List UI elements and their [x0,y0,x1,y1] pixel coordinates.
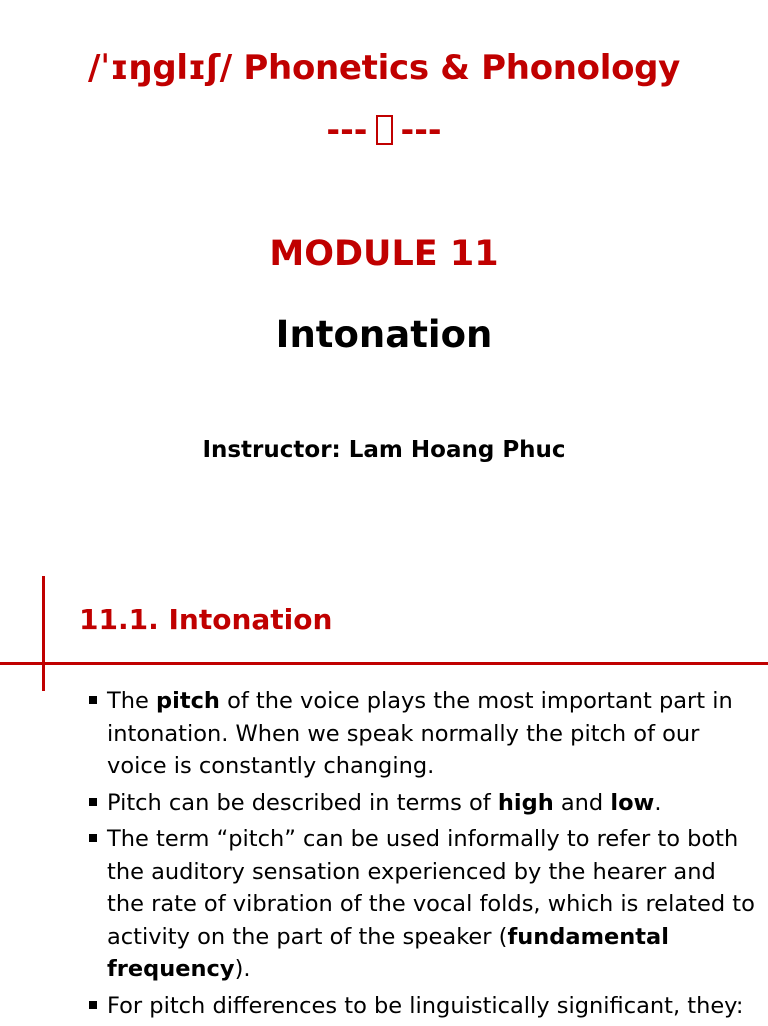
bullet-text: The [107,688,156,714]
bullet-text: . [654,789,662,816]
square-bullet-icon [89,696,97,704]
bullet-bold-term: pitch [156,688,220,714]
instructor-name: Instructor: Lam Hoang Phuc [202,437,566,463]
bullet-list [88,685,756,1026]
separator-right: --- [400,110,442,149]
bullet-text: ). [234,956,251,982]
square-bullet-icon [89,798,97,806]
decorative-vertical-line [42,576,45,691]
bullet-item [88,787,756,820]
bullet-text: Pitch can be described in terms of [107,789,498,816]
bullet-text: and [553,789,611,816]
bullet-text: For pitch differences to be linguistically significant, they: [107,992,744,1019]
module-title: MODULE 11 [269,234,499,274]
course-title: /ˈɪŋglɪʃ/ Phonetics & Phonology [87,48,681,88]
module-subtitle: Intonation [275,313,493,356]
missing-glyph-icon [376,115,393,145]
decorative-horizontal-line [0,662,768,665]
title-separator [0,110,768,149]
square-bullet-icon [89,1001,97,1009]
bullet-item [88,685,756,783]
section-heading: 11.1. Intonation [79,603,333,636]
bullet-text: of the voice plays the most important part in intonation. When we speak normally the pitch of our voice is constantly changing. [107,688,733,779]
bullet-item [88,990,756,1023]
separator-left: --- [326,110,368,149]
bullet-item [88,823,756,986]
bullet-text: The term “pitch” can be used informally to refer to both the auditory sensation experienced by the hearer and the rate of vibration of the vocal folds, which is related to activity on the part of the speaker ( [107,826,755,950]
bullet-bold-term: fundamental frequency [107,923,669,982]
square-bullet-icon [89,834,97,842]
bullet-bold-term: low [610,789,655,816]
bullet-bold-term: high [497,789,554,816]
